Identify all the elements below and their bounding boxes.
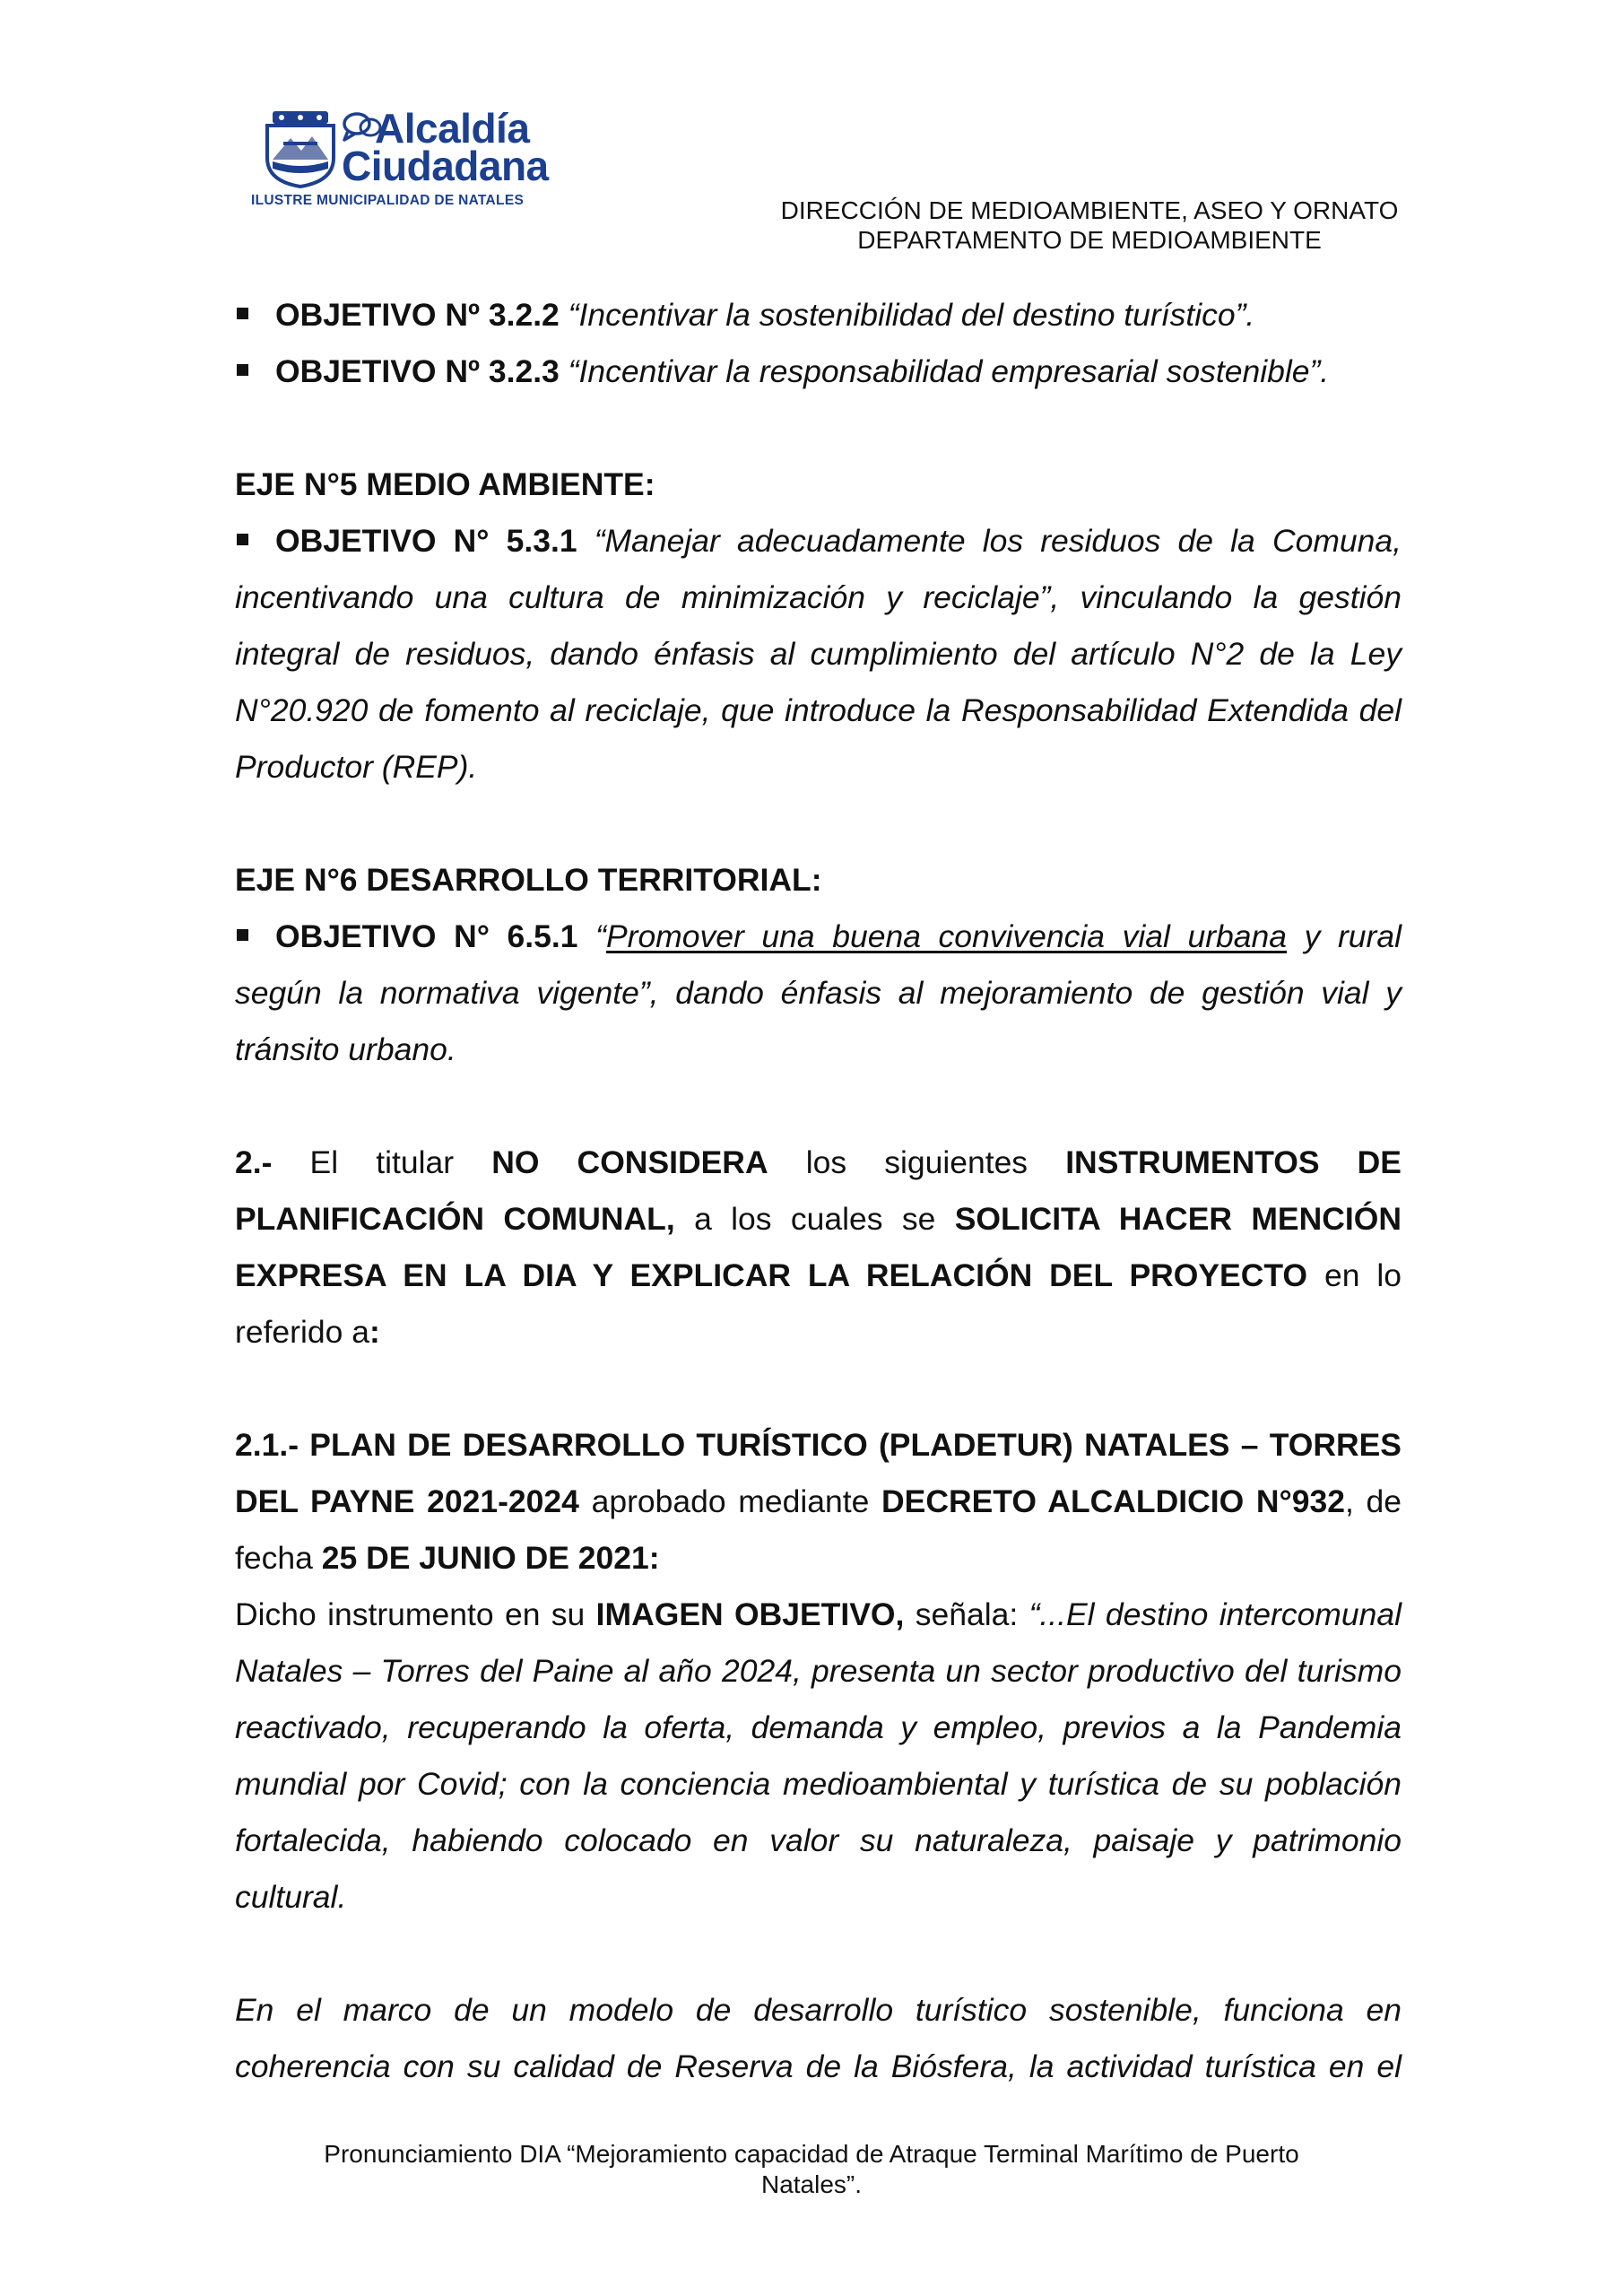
objective-text: “Promover una buena convivencia vial urbana y rural según la normativa vigente”, dando énfasis al mejoramiento de gestión vial y tránsito urbano. — [235, 918, 1402, 1067]
logo-name-line2: Ciudadana — [342, 143, 549, 189]
bullet-icon — [237, 929, 248, 941]
objective-5-3-1 — [235, 513, 1402, 796]
objective-text: “Manejar adecuadamente los residuos de la Comuna, incentivando una cultura de minimización y reciclaje”, vinculando la gestión integral de residuos, dando énfasis al cumplimiento del artículo N°2 de la Ley N°20.920 de fomento al reciclaje, que introduce la Responsabilidad Extendida del Productor (REP). — [235, 523, 1402, 785]
department-line2: DEPARTAMENTO DE MEDIOAMBIENTE — [857, 226, 1322, 254]
underlined-text: Promover una buena convivencia vial urbana — [605, 918, 1288, 954]
paragraph-2: 2.- El titular NO CONSIDERA los siguientes INSTRUMENTOS DE PLANIFICACIÓN COMUNAL, a los cuales se SOLICITA HACER MENCIÓN EXPRESA EN LA DIA Y EXPLICAR LA RELACIÓN DEL PROYECTO en lo referido a: — [235, 1144, 1402, 1350]
department-line1: DIRECCIÓN DE MEDIOAMBIENTE, ASEO Y ORNATO — [780, 196, 1399, 224]
bullet-icon — [237, 364, 248, 376]
logo-name-line1: Alcaldía — [375, 105, 530, 152]
section-heading-eje5: EJE N°5 MEDIO AMBIENTE: — [235, 466, 655, 502]
objective-3-2-2 — [235, 287, 1402, 344]
municipality-logo — [249, 105, 549, 212]
objective-label: OBJETIVO Nº 3.2.2 — [275, 297, 560, 333]
page-footer — [224, 2139, 1399, 2200]
document-body — [235, 287, 1402, 2095]
coat-of-arms-icon — [260, 106, 341, 188]
objective-text: “Incentivar la sostenibilidad del destino turístico”. — [568, 297, 1255, 333]
objective-6-5-1 — [235, 909, 1402, 1078]
objective-label: OBJETIVO Nº 3.2.3 — [275, 353, 560, 389]
footer-line2: Natales”. — [760, 2170, 863, 2198]
bullet-icon — [237, 308, 248, 319]
footer-line1: Pronunciamiento DIA “Mejoramiento capacidad de Atraque Terminal Marítimo de Puerto — [324, 2140, 1299, 2168]
paragraph-2-1: 2.1.- PLAN DE DESARROLLO TURÍSTICO (PLADETUR) NATALES – TORRES DEL PAYNE 2021-2024 aprobado mediante DECRETO ALCALDICIO N°932, de fecha 25 DE JUNIO DE 2021: — [235, 1427, 1402, 1576]
logo-subtitle: ILUSTRE MUNICIPALIDAD DE NATALES — [251, 193, 525, 208]
paragraph-imagen-objetivo: Dicho instrumento en su IMAGEN OBJETIVO, señala: “...El destino intercomunal Natales – Torres del Paine al año 2024, presenta un sector productivo del turismo reactivado, recuperando la oferta, demanda y empleo, previos a la Pandemia mundial por Covid; con la conciencia medioambiental y turística de su población fortalecida, habiendo colocado en valor su naturaleza, paisaje y patrimonio cultural. — [235, 1596, 1402, 1915]
objective-label: OBJETIVO N° 5.3.1 — [275, 523, 577, 559]
department-header — [619, 196, 1560, 255]
paragraph-marco: En el marco de un modelo de desarrollo turístico sostenible, funciona en coherencia con su calidad de Reserva de la Biósfera, la actividad turística en el — [235, 1992, 1402, 2084]
objective-text: “Incentivar la responsabilidad empresarial sostenible”. — [568, 353, 1330, 389]
section-heading-eje6: EJE N°6 DESARROLLO TERRITORIAL: — [235, 862, 822, 898]
objective-label: OBJETIVO N° 6.5.1 — [275, 918, 578, 954]
objective-3-2-3 — [235, 344, 1402, 400]
bullet-icon — [237, 534, 248, 545]
